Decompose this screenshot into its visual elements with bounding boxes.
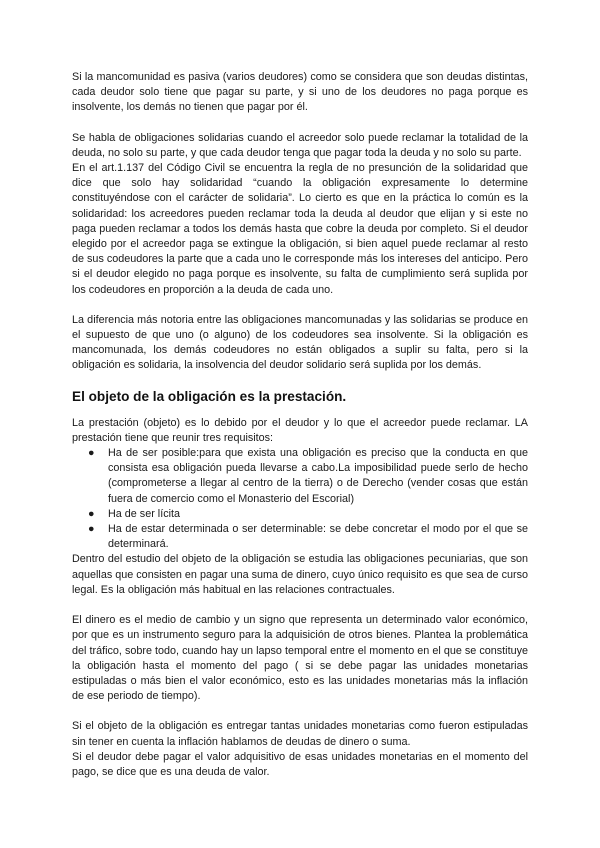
list-item: ● Ha de estar determinada o ser determinable: se debe concretar el modo por el que se determinará.	[88, 523, 528, 551]
paragraph-prestacion: La prestación (objeto) es lo debido por el deudor y lo que el acreedor puede reclamar. LA prestación tiene que reunir tres requisitos:	[72, 416, 528, 444]
list-item: ● Ha de ser lícita	[108, 507, 528, 522]
paragraph-art-1137: En el art.1.137 del Código Civil se encuentra la regla de no presunción de la solidaridad que dice que solo hay solidaridad “cuando la obligación expresamente lo determine constituyéndose con el carácter de solidaria”. Lo cierto es que en la práctica lo común es la solidaridad: los acreedores pueden reclamar toda la deuda al deudor que elijan y si este no paga pueden reclamar a todos los demás hasta que cobre la deuda por completo. Si el deudor elegido por el acreedor paga se extingue la obligación, si bien aquel puede reclamar al resto de sus codeudores la parte que a cada uno le corresponde más los intereses del anticipo. Pero si el deudor elegido no paga porque es insolvente, su falta de cumplimiento será suplida por los codeudores en proporción a la deuda de cada uno.	[72, 162, 528, 296]
paragraph-obligaciones-pecuniarias: Dentro del estudio del objeto de la obligación se estudia las obligaciones pecuniarias, que son aquellas que consisten en pagar una suma de dinero, cuyo único requisito es que sea de curso legal. Es la obligación más habitual en las relaciones contractuales.	[72, 553, 528, 596]
bullet-icon: ●	[88, 507, 95, 520]
paragraph-deudas-de-dinero: Si el objeto de la obligación es entregar tantas unidades monetarias como fueron estipuladas sin tener en cuenta la inflación hablamos de deudas de dinero o suma.	[72, 720, 528, 748]
section-heading: El objeto de la obligación es la prestación.	[72, 388, 347, 404]
list-item: ● Ha de ser posible:para que exista una obligación es preciso que la conducta en que consista esa obligación pueda llevarse a cabo.La imposibilidad puede serlo de hecho (comprometerse a llegar al centro de la tierra) o de Derecho (vender cosas que están fuera de comercio como el Monasterio del Escorial)	[88, 447, 528, 505]
bullet-icon: ●	[88, 523, 95, 536]
paragraph-diferencia: La diferencia más notoria entre las obligaciones mancomunadas y las solidarias se produce en el supuesto de que uno (o alguno) de los codeudores sea insolvente. Si la obligación es mancomunada, los demás codeudores no están obligados a suplir su falta, pero si la obligación es solidaria, la insolvencia del deudor solidario será suplida por los demás.	[72, 313, 528, 372]
paragraph-mancomunidad-pasiva: Si la mancomunidad es pasiva (varios deudores) como se considera que son deudas distintas, cada deudor solo tiene que pagar su parte, y si uno de los deudores no paga porque es insolvente, los demás no tienen que pagar por él.	[72, 71, 528, 114]
bullet-icon: ●	[88, 447, 95, 460]
paragraph-dinero: El dinero es el medio de cambio y un signo que representa un determinado valor económico, por que es un instrumento seguro para la adquisición de otros bienes. Plantea la problemática del tráfico, sobre todo, cuando hay un lapso temporal entre el momento en el que se constituye la obligación hasta el momento del pago ( si se debe pagar las unidades monetarias estipuladas o más bien el valor económico, esto es las unidades monetarias más la inflación de ese periodo de tiempo).	[72, 614, 528, 703]
paragraph-obligaciones-solidarias: Se habla de obligaciones solidarias cuando el acreedor solo puede reclamar la totalidad de la deuda, no solo su parte, y que cada deudor tenga que pagar toda la deuda y no solo su parte.	[72, 131, 528, 159]
paragraph-deuda-de-valor: Si el deudor debe pagar el valor adquisitivo de esas unidades monetarias en el momento del pago, se dice que es una deuda de valor.	[72, 750, 528, 778]
requirements-list	[72, 446, 528, 552]
